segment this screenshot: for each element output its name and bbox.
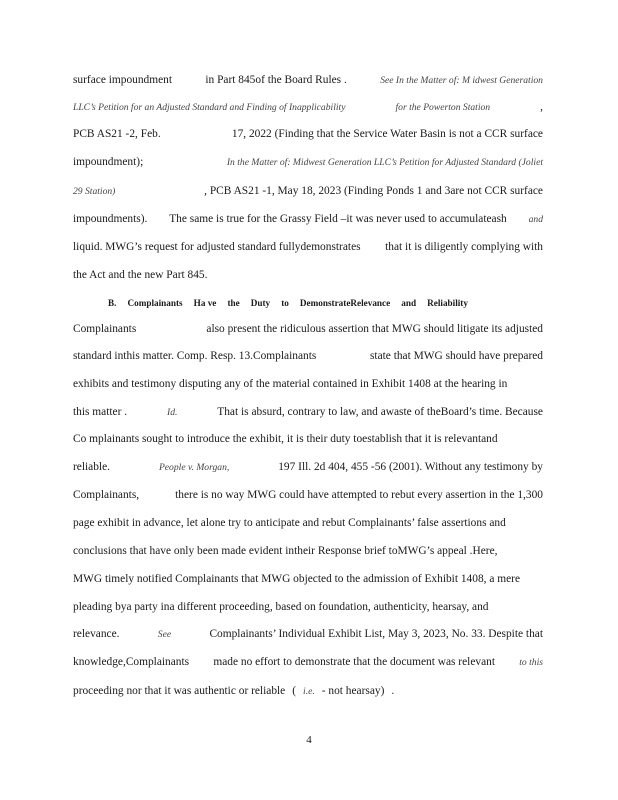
- text-segment: made no effort to demonstrate that the document was relevant: [213, 656, 495, 668]
- text-segment: , PCB AS21 -1, May 18, 2023 (Finding Ponds 1 and 3are not CCR surface: [204, 185, 543, 197]
- body-line-20: [73, 627, 543, 642]
- body-line-22: [73, 684, 543, 699]
- heading-segment: Ha ve: [193, 298, 217, 308]
- text-segment: conclusions that have only been made evident intheir Response brief toMWG’s appeal .Here,: [73, 545, 498, 557]
- body-line-7: [73, 240, 543, 254]
- body-line-6: [73, 212, 543, 227]
- citation-segment: LLC’s Petition for an Adjusted Standard and Finding of Inapplicability: [73, 102, 346, 113]
- text-segment: impoundments).: [73, 213, 148, 225]
- heading-segment: to: [281, 298, 289, 308]
- body-line-15: [73, 488, 543, 502]
- body-line-9: [73, 322, 543, 336]
- text-segment: page exhibit in advance, let alone try to anticipate and rebut Complainants’ false assertions and: [73, 517, 506, 529]
- citation-segment: In the Matter of: Midwest Generation LLC’s Petition for Adjusted Standard (Joliet: [226, 157, 543, 168]
- text-segment: MWG timely notified Complainants that MWG objected to the admission of Exhibit 1408, a mere: [73, 573, 520, 585]
- body-line-18: [73, 572, 543, 586]
- text-segment: proceeding nor that it was authentic or reliable: [73, 685, 286, 697]
- heading-segment: the: [227, 298, 240, 308]
- body-line-14: [73, 460, 543, 475]
- text-segment: - not hearsay): [321, 685, 385, 697]
- text-segment: relevance.: [73, 628, 120, 640]
- body-line-19: [73, 600, 543, 614]
- body-line-8: [73, 268, 543, 282]
- text-segment: Co mplainants sought to introduce the exhibit, it is their duty toestablish that it is relevantand: [73, 433, 498, 445]
- heading-segment: B.: [108, 298, 117, 308]
- text-segment: and: [528, 214, 543, 225]
- body-line-1: [73, 73, 543, 88]
- text-segment: liquid. MWG’s request for adjusted standard fullydemonstrates: [73, 241, 361, 253]
- text-segment: state that MWG should have prepared: [369, 350, 543, 362]
- text-segment: PCB AS21 -2, Feb.: [73, 128, 161, 140]
- citation-segment: See In the Matter of: M idwest Generation: [380, 75, 543, 86]
- citation-segment: People v. Morgan,: [158, 462, 230, 473]
- text-segment: that it is diligently complying with: [385, 241, 543, 253]
- heading-segment: Duty: [250, 298, 271, 308]
- citation-segment: for the Powerton Station: [395, 102, 491, 113]
- text-segment: .: [391, 685, 395, 697]
- body-line-13: [73, 432, 543, 446]
- body-line-12: [73, 405, 543, 420]
- text-segment: The same is true for the Grassy Field –it was never used to accumulateash: [169, 213, 507, 225]
- text-segment: pleading bya party ina different proceeding, based on foundation, authenticity, hearsay, and: [73, 601, 489, 613]
- body-line-3: [73, 127, 543, 141]
- text-segment: (: [292, 685, 297, 697]
- text-segment: also present the ridiculous assertion that MWG should litigate its adjusted: [206, 323, 543, 335]
- text-segment: to this: [519, 657, 543, 668]
- heading-segment: Complainants: [127, 298, 183, 308]
- section-heading: [108, 296, 468, 310]
- body-line-16: [73, 516, 543, 530]
- text-segment: Complainants’ Individual Exhibit List, May 3, 2023, No. 33. Despite that: [209, 628, 543, 640]
- text-segment: That is absurd, contrary to law, and awaste of theBoard’s time. Because: [217, 406, 543, 418]
- text-segment: standard inthis matter. Comp. Resp. 13.Complainants: [73, 350, 317, 362]
- text-segment: the Act and the new Part 845.: [73, 269, 208, 281]
- body-line-11: [73, 377, 543, 391]
- text-segment: in Part 845of the Board Rules .: [205, 74, 347, 86]
- body-line-10: [73, 349, 543, 363]
- text-segment: impoundment);: [73, 156, 144, 168]
- text-segment: this matter .: [73, 406, 128, 418]
- body-line-2: [73, 100, 543, 115]
- heading-segment: and: [401, 298, 417, 308]
- citation-segment: See: [157, 629, 172, 640]
- text-segment: Complainants,: [73, 489, 140, 501]
- body-line-21: [73, 655, 543, 670]
- text-segment: there is no way MWG could have attempted to rebut every assertion in the 1,300: [175, 489, 543, 501]
- citation-segment: i.e.: [303, 686, 315, 697]
- citation-segment: 29 Station): [73, 186, 116, 197]
- text-segment: 17, 2022 (Finding that the Service Water Basin is not a CCR surface: [231, 128, 543, 140]
- text-segment: surface impoundment: [73, 74, 173, 86]
- body-line-17: [73, 544, 543, 558]
- text-segment: exhibits and testimony disputing any of the material contained in Exhibit 1408 at the hearing in: [73, 378, 508, 390]
- page-number: 4: [306, 734, 312, 746]
- citation-segment: Id.: [167, 407, 178, 418]
- text-segment: Complainants: [73, 323, 137, 335]
- text-segment: 197 Ill. 2d 404, 455 -56 (2001). Without any testimony by: [278, 461, 543, 473]
- body-line-4: [73, 155, 543, 170]
- text-segment: ,: [540, 101, 543, 113]
- text-segment: reliable.: [73, 461, 110, 473]
- heading-segment: DemonstrateRelevance: [299, 298, 391, 308]
- body-line-5: [73, 184, 543, 199]
- text-segment: knowledge,Complainants: [73, 656, 190, 668]
- heading-segment: Reliability: [427, 298, 468, 308]
